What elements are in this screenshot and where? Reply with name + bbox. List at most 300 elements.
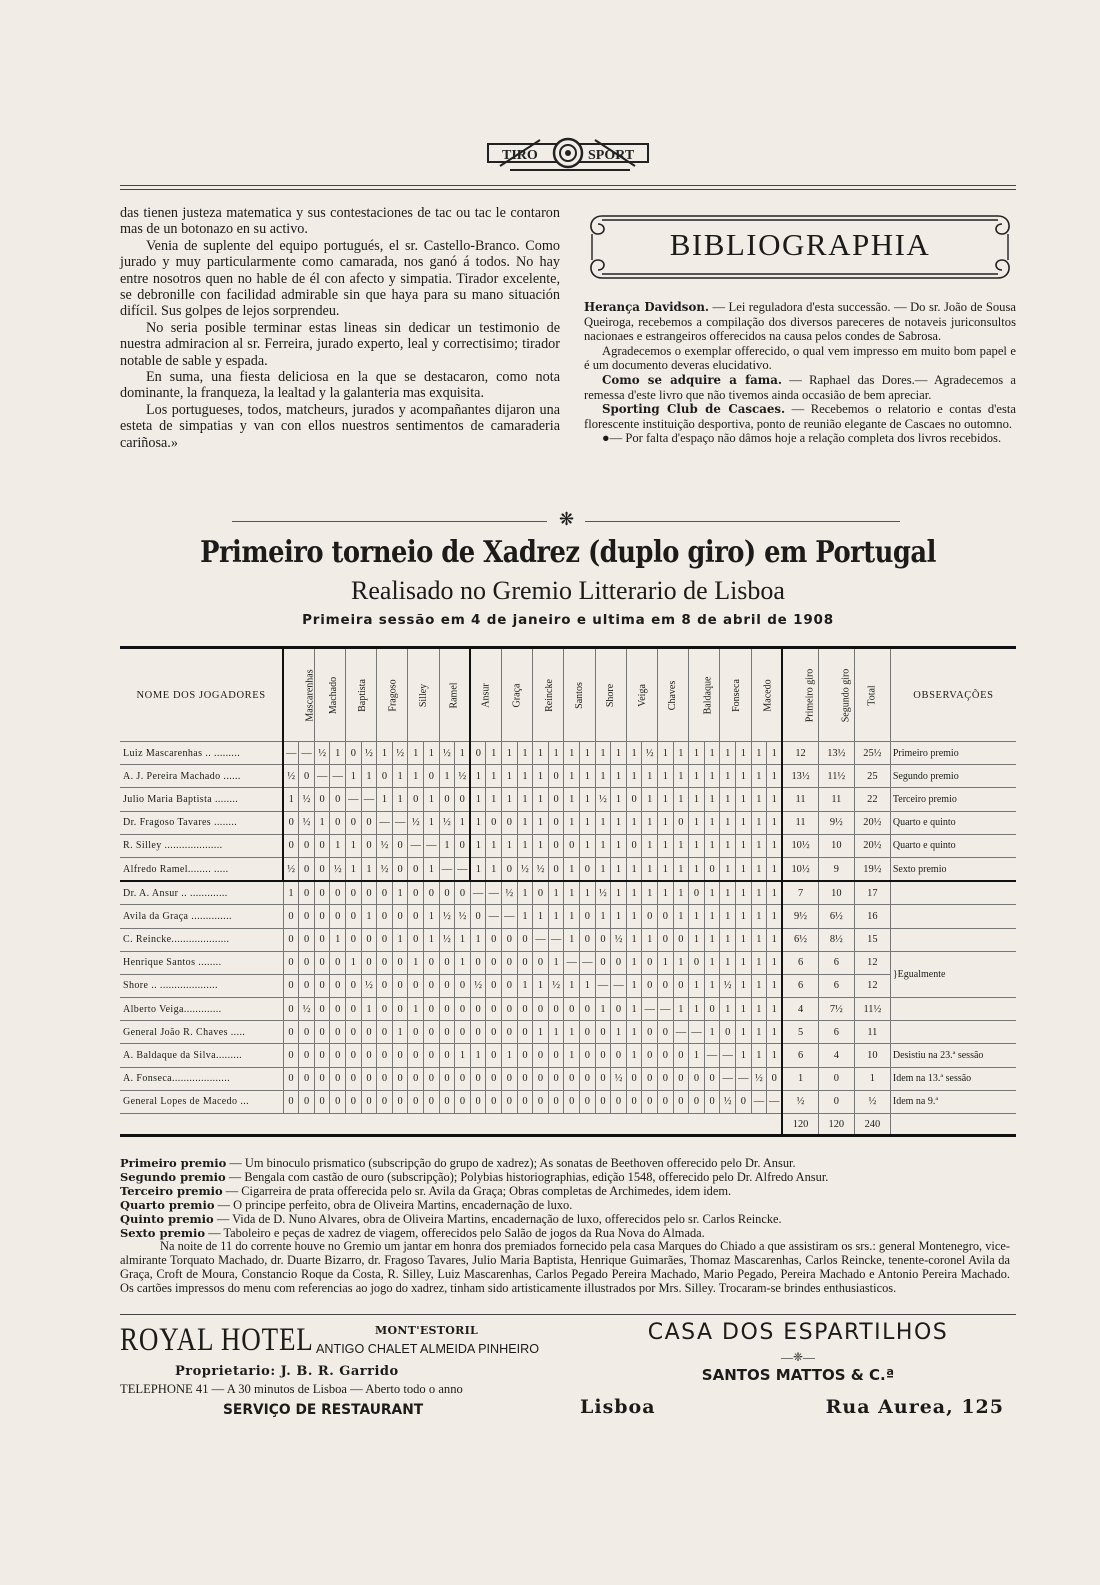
game-score: 1 [689, 765, 705, 788]
game-score: 0 [642, 951, 658, 974]
column-header-opponent [377, 648, 408, 742]
game-score: 0 [377, 905, 393, 928]
game-score: 0 [642, 1044, 658, 1067]
game-score: — [486, 905, 502, 928]
game-score: 1 [424, 857, 440, 881]
game-score: 0 [283, 1067, 299, 1090]
game-score: 0 [517, 1090, 533, 1113]
game-score: 1 [580, 811, 596, 834]
table-row [120, 765, 1016, 788]
game-score: — [361, 788, 377, 811]
game-score: 1 [611, 811, 627, 834]
first-round-score: 9½ [782, 905, 818, 928]
game-score: 0 [392, 974, 408, 997]
total-score: 1 [854, 1067, 890, 1090]
game-score: 0 [283, 834, 299, 857]
game-score: 0 [611, 1044, 627, 1067]
game-score: 1 [642, 811, 658, 834]
game-score: 0 [408, 881, 424, 905]
game-score: 1 [704, 881, 720, 905]
total-score: ½ [854, 1090, 890, 1113]
game-score: 1 [533, 1021, 549, 1044]
biblio-entry [584, 402, 1016, 431]
game-score: 1 [361, 857, 377, 881]
game-score: 1 [564, 742, 580, 765]
casa-ornament: —❈— [780, 1350, 816, 1364]
game-score: 0 [486, 1021, 502, 1044]
first-round-score: 11 [782, 788, 818, 811]
column-header-opponent [689, 648, 720, 742]
game-score: 1 [642, 857, 658, 881]
total-score: 12 [854, 974, 890, 997]
game-score: 1 [689, 788, 705, 811]
player-name: General João R. Chaves ..... [120, 1021, 283, 1044]
game-score: 1 [392, 1021, 408, 1044]
total-score: 17 [854, 881, 890, 905]
game-score: 1 [611, 788, 627, 811]
royal-hotel-location: MONT'ESTORIL [375, 1324, 479, 1337]
first-round-score: 10½ [782, 834, 818, 857]
game-score: ½ [377, 834, 393, 857]
game-score: 1 [611, 742, 627, 765]
column-header-label: Macedo [762, 678, 774, 712]
game-score: 0 [720, 1021, 736, 1044]
game-score: 0 [330, 1044, 346, 1067]
game-score: 0 [314, 951, 330, 974]
table-row [120, 788, 1016, 811]
game-score: 1 [611, 765, 627, 788]
game-score: 1 [548, 951, 564, 974]
column-header-opponent [314, 648, 345, 742]
game-score: 1 [673, 742, 689, 765]
game-score: — [548, 928, 564, 951]
table-row [120, 998, 1016, 1021]
game-score: 1 [439, 765, 455, 788]
observation: Idem na 9.ª [890, 1090, 1016, 1113]
game-score: 0 [439, 881, 455, 905]
game-score: 0 [626, 1067, 642, 1090]
game-score: 0 [314, 928, 330, 951]
results-table [120, 646, 1016, 1137]
game-score: 0 [673, 811, 689, 834]
game-score: 0 [658, 1090, 674, 1113]
game-score: 1 [517, 834, 533, 857]
game-score: 0 [392, 1067, 408, 1090]
game-score: 1 [751, 788, 767, 811]
game-score: 1 [611, 905, 627, 928]
game-score: — [408, 834, 424, 857]
game-score: 0 [408, 1044, 424, 1067]
game-score: 1 [626, 881, 642, 905]
game-score: 1 [689, 905, 705, 928]
player-name: C. Reincke.................... [120, 928, 283, 951]
column-header-label: Fonseca [731, 678, 743, 712]
game-score: 0 [580, 998, 596, 1021]
game-score: 0 [299, 1067, 315, 1090]
player-name: A. Fonseca.................... [120, 1067, 283, 1090]
game-score: 1 [642, 788, 658, 811]
game-score: 0 [580, 1067, 596, 1090]
column-header-label: Santos [574, 681, 586, 709]
prize-line [120, 1157, 1010, 1171]
second-round-score: 10 [818, 834, 854, 857]
game-score: 1 [470, 1044, 486, 1067]
game-score: 1 [720, 881, 736, 905]
game-score: 1 [673, 905, 689, 928]
second-round-score: 13½ [818, 742, 854, 765]
entry-head: Como se adquire a fama. [602, 372, 783, 387]
column-header-opponent [439, 648, 470, 742]
game-score: 0 [642, 1067, 658, 1090]
game-score: 0 [642, 905, 658, 928]
game-score: — [564, 951, 580, 974]
game-score: ½ [439, 742, 455, 765]
game-score: 0 [502, 811, 518, 834]
table-row [120, 834, 1016, 857]
game-score: 1 [751, 928, 767, 951]
game-score: 1 [736, 1021, 752, 1044]
prizes-list [120, 1157, 1010, 1296]
game-score: 1 [548, 905, 564, 928]
game-score: 0 [517, 998, 533, 1021]
ads-rule [120, 1314, 1016, 1315]
game-score: 0 [392, 834, 408, 857]
game-score: 0 [346, 881, 362, 905]
game-score: 1 [658, 788, 674, 811]
game-score: 1 [626, 998, 642, 1021]
game-score: 0 [283, 1044, 299, 1067]
game-score: 0 [439, 1067, 455, 1090]
game-score: 1 [626, 928, 642, 951]
game-score: 0 [626, 1090, 642, 1113]
game-score: 0 [377, 928, 393, 951]
game-score: ½ [611, 1067, 627, 1090]
game-score: 1 [704, 765, 720, 788]
game-score: 0 [392, 951, 408, 974]
observation: Desistiu na 23.ª sessão [890, 1044, 1016, 1067]
game-score: 1 [486, 834, 502, 857]
game-score: 0 [424, 765, 440, 788]
game-score: 0 [642, 974, 658, 997]
game-score: 1 [704, 951, 720, 974]
second-round-score: 6 [818, 1021, 854, 1044]
game-score: 0 [595, 1090, 611, 1113]
game-score: 1 [626, 742, 642, 765]
paragraph: En suma, una fiesta deliciosa en la que se destacaron, como nota dominante, la franqueza, la lealtad y la galanteria mas exquisita. [120, 369, 560, 402]
game-score: — [673, 1021, 689, 1044]
game-score: 1 [673, 881, 689, 905]
game-score: 0 [658, 928, 674, 951]
column-header-opponent [751, 648, 782, 742]
game-score: 1 [564, 1021, 580, 1044]
game-score: 0 [439, 951, 455, 974]
biblio-entry [584, 300, 1016, 344]
game-score: 0 [502, 1067, 518, 1090]
game-score: 1 [502, 788, 518, 811]
game-score: 1 [767, 742, 783, 765]
total-score: 15 [854, 928, 890, 951]
svg-text:SPORT: SPORT [588, 148, 635, 163]
game-score: 0 [299, 834, 315, 857]
total-score: 12 [854, 951, 890, 974]
game-score: 0 [595, 1021, 611, 1044]
game-score: 1 [673, 834, 689, 857]
royal-hotel-owner: Proprietario: J. B. R. Garrido [175, 1364, 399, 1379]
game-score: 0 [533, 1090, 549, 1113]
game-score: 0 [314, 974, 330, 997]
second-round-score: 10 [818, 881, 854, 905]
game-score: 0 [392, 905, 408, 928]
second-round-score: 11½ [818, 765, 854, 788]
game-score: 0 [548, 1067, 564, 1090]
dinner-paragraph: Na noite de 11 do corrente houve no Gremio um jantar em honra dos premiados fornecido pela casa Marques do Chiado a que assistiram os srs.: general Montenegro, vice-almirante Torquato Machado, dr. Duarte Bizarro, dr. Fragoso Tavares, Julio Maria Baptista, Henrique Guimarães, Thomaz Mascarenhas, Carlos Reincke, tenente-coronel Avila da Graça, Croft de Moura, Constancio Roque da Costa, R. Silley, Luiz Mascarenhas, Carlos Pegado Pereira Machado, Mario Pegado, Pereira Machado e Antonio Pereira Machado. Os cartões impressos do menu com referencias ao jogo do xadrez, tinham sido artisticamente illustrados por Mrs. Silley. Trocaram-se brindes enthusiasticos. [120, 1239, 1010, 1296]
game-score: 0 [346, 811, 362, 834]
game-score: — [704, 1044, 720, 1067]
game-score: 1 [767, 1044, 783, 1067]
total-score: 10 [854, 1044, 890, 1067]
table-row [120, 1044, 1016, 1067]
game-score: 0 [299, 1090, 315, 1113]
game-score: 1 [751, 1021, 767, 1044]
entry-text: — Raphael das Dores.— Agradecemos a remessa d'este livro que não tivemos ainda occasião de bem apreciar. [584, 372, 1017, 402]
game-score: 1 [704, 788, 720, 811]
observation: Quarto e quinto [890, 834, 1016, 857]
game-score: 1 [455, 1044, 471, 1067]
observation [890, 998, 1016, 1021]
game-score: 0 [408, 1021, 424, 1044]
game-score: 1 [689, 928, 705, 951]
game-score: 0 [346, 1021, 362, 1044]
game-score: 0 [689, 881, 705, 905]
game-score: 0 [673, 1090, 689, 1113]
game-score: 0 [377, 1090, 393, 1113]
game-score: 1 [470, 788, 486, 811]
column-header-label: Silley [418, 683, 430, 707]
game-score: 1 [767, 1021, 783, 1044]
game-score: 1 [720, 742, 736, 765]
game-score: 0 [595, 1067, 611, 1090]
prize-title: Segundo premio [120, 1169, 226, 1184]
game-score: 0 [470, 1021, 486, 1044]
game-score: ½ [330, 857, 346, 881]
player-name: Avila da Graça .............. [120, 905, 283, 928]
game-score: 1 [767, 905, 783, 928]
game-score: 0 [486, 998, 502, 1021]
player-name: A. J. Pereira Machado ...... [120, 765, 283, 788]
game-score: 1 [548, 1021, 564, 1044]
game-score: 0 [470, 905, 486, 928]
biblio-entry [584, 373, 1016, 402]
column-header-opponent [283, 648, 314, 742]
table-row [120, 811, 1016, 834]
total-score: 22 [854, 788, 890, 811]
game-score: 0 [392, 998, 408, 1021]
game-score: 0 [346, 742, 362, 765]
game-score: ½ [720, 1090, 736, 1113]
player-name: Shore .. .................... [120, 974, 283, 997]
total-score: 11 [854, 1021, 890, 1044]
first-round-score: ½ [782, 1090, 818, 1113]
second-round-score: 6 [818, 951, 854, 974]
game-score: — [299, 742, 315, 765]
game-score: 1 [361, 765, 377, 788]
game-score: 0 [689, 951, 705, 974]
game-score: — [314, 765, 330, 788]
game-score: 1 [626, 857, 642, 881]
royal-hotel-telephone: TELEPHONE 41 — A 30 minutos de Lisboa — Aberto todo o anno [120, 1382, 463, 1396]
game-score: 0 [548, 1090, 564, 1113]
game-score: 0 [299, 905, 315, 928]
game-score: 1 [720, 928, 736, 951]
game-score: 1 [564, 881, 580, 905]
column-header-label: Ramel [448, 681, 460, 709]
game-score: 0 [408, 974, 424, 997]
game-score: 0 [486, 974, 502, 997]
table-row [120, 1090, 1016, 1113]
game-score: 1 [767, 857, 783, 881]
game-score: ½ [751, 1067, 767, 1090]
game-score: 0 [642, 1021, 658, 1044]
game-score: 0 [533, 1067, 549, 1090]
game-score: 1 [424, 905, 440, 928]
column-header-label: Fragoso [387, 678, 399, 712]
game-score: 0 [455, 974, 471, 997]
game-score: 1 [736, 788, 752, 811]
player-name: Julio Maria Baptista ........ [120, 788, 283, 811]
game-score: 1 [580, 742, 596, 765]
game-score: 1 [767, 928, 783, 951]
game-score: 0 [377, 765, 393, 788]
game-score: 1 [704, 811, 720, 834]
game-score: 0 [611, 951, 627, 974]
first-round-score: 7 [782, 881, 818, 905]
game-score: 1 [626, 765, 642, 788]
game-score: 1 [720, 834, 736, 857]
game-score: 1 [533, 811, 549, 834]
game-score: 0 [564, 998, 580, 1021]
entry-head: Sporting Club de Cascaes. [602, 402, 786, 417]
game-score: 0 [502, 951, 518, 974]
royal-hotel-service: SERVIÇO DE RESTAURANT [223, 1402, 424, 1418]
game-score: 0 [330, 951, 346, 974]
game-score: 0 [533, 1044, 549, 1067]
game-score: 0 [486, 1044, 502, 1067]
game-score: 1 [580, 974, 596, 997]
observation [890, 1021, 1016, 1044]
prize-text: — Taboleiro e peças de xadrez de viagem, offerecidos pelo Salão de jogos da Rua Nova do Almada. [205, 1225, 705, 1240]
tournament-subtitle: Realisado no Gremio Litterario de Lisboa [351, 576, 785, 605]
game-score: 1 [564, 905, 580, 928]
game-score: 1 [392, 928, 408, 951]
player-name: Alfredo Ramel........ ..... [120, 857, 283, 881]
game-score: 0 [314, 1021, 330, 1044]
game-score: 1 [673, 951, 689, 974]
game-score: 1 [517, 742, 533, 765]
game-score: 1 [580, 765, 596, 788]
game-score: 1 [658, 765, 674, 788]
prize-text: — O principe perfeito, obra de Oliveira Martins, encadernação de luxo. [214, 1197, 573, 1212]
entry-text: Agradecemos o exemplar offerecido, o qual vem impresso em muito bom papel e é um documento deveras elucidativo. [584, 343, 1016, 373]
game-score: 1 [517, 788, 533, 811]
game-score: 1 [439, 834, 455, 857]
game-score: 0 [346, 1090, 362, 1113]
observation: Primeiro premio [890, 742, 1016, 765]
game-score: ½ [595, 788, 611, 811]
game-score: 1 [767, 951, 783, 974]
game-score: 1 [595, 765, 611, 788]
game-score: 1 [751, 905, 767, 928]
game-score: 0 [439, 998, 455, 1021]
first-round-score: 5 [782, 1021, 818, 1044]
game-score: 1 [361, 998, 377, 1021]
game-score: 1 [736, 998, 752, 1021]
game-score: ½ [299, 788, 315, 811]
total-score: 20½ [854, 811, 890, 834]
player-name: General Lopes de Macedo ... [120, 1090, 283, 1113]
game-score: 1 [626, 905, 642, 928]
game-score: 1 [689, 811, 705, 834]
game-score: 1 [751, 881, 767, 905]
game-score: 0 [299, 857, 315, 881]
game-score: 1 [767, 811, 783, 834]
game-score: 1 [346, 857, 362, 881]
game-score: 0 [314, 1067, 330, 1090]
game-score: 1 [533, 905, 549, 928]
entry-text: — Recebemos o relatorio e contas d'esta florescente instituição desportiva, ponto de reunião elegante de Cascaes no outomno. [584, 402, 1017, 431]
left-column-text [120, 205, 560, 451]
game-score: 0 [564, 1067, 580, 1090]
game-score: 0 [424, 1021, 440, 1044]
game-score: 0 [314, 857, 330, 881]
game-score: 1 [720, 998, 736, 1021]
game-score: 0 [299, 765, 315, 788]
game-score: 0 [455, 1067, 471, 1090]
prize-text: — Vida de D. Nuno Alvares, obra de Oliveira Martins, encadernação de luxo, offerecidos pelo sr. Carlos Reincke. [213, 1211, 782, 1226]
game-score: 0 [299, 951, 315, 974]
bibliographia-entries [584, 300, 1016, 446]
second-round-score: 11 [818, 788, 854, 811]
game-score: 0 [377, 881, 393, 905]
first-round-score: 4 [782, 998, 818, 1021]
player-name: A. Baldaque da Silva......... [120, 1044, 283, 1067]
player-name: Dr. A. Ansur .. ............. [120, 881, 283, 905]
game-score: 0 [392, 857, 408, 881]
game-score: ½ [361, 742, 377, 765]
game-score: 0 [704, 998, 720, 1021]
game-score: ½ [299, 811, 315, 834]
column-header-opponent [564, 648, 595, 742]
first-round-score: 11 [782, 811, 818, 834]
first-round-score: 6 [782, 974, 818, 997]
game-score: 0 [548, 998, 564, 1021]
column-header-label: Reincke [544, 678, 556, 712]
game-score: 1 [330, 742, 346, 765]
game-score: 1 [564, 788, 580, 811]
tournament-title: Primeiro torneio de Xadrez (duplo giro) em Portugal [200, 535, 936, 570]
game-score: ½ [439, 928, 455, 951]
header-rule [120, 185, 1016, 186]
game-score: — [767, 1090, 783, 1113]
game-score: ½ [595, 881, 611, 905]
observation: Idem na 13.ª sessão [890, 1067, 1016, 1090]
game-score: 1 [704, 928, 720, 951]
total-score: 19½ [854, 857, 890, 881]
game-score: 0 [346, 998, 362, 1021]
game-score: 1 [720, 905, 736, 928]
game-score: 0 [299, 1021, 315, 1044]
second-round-score: 8½ [818, 928, 854, 951]
game-score: 0 [580, 857, 596, 881]
